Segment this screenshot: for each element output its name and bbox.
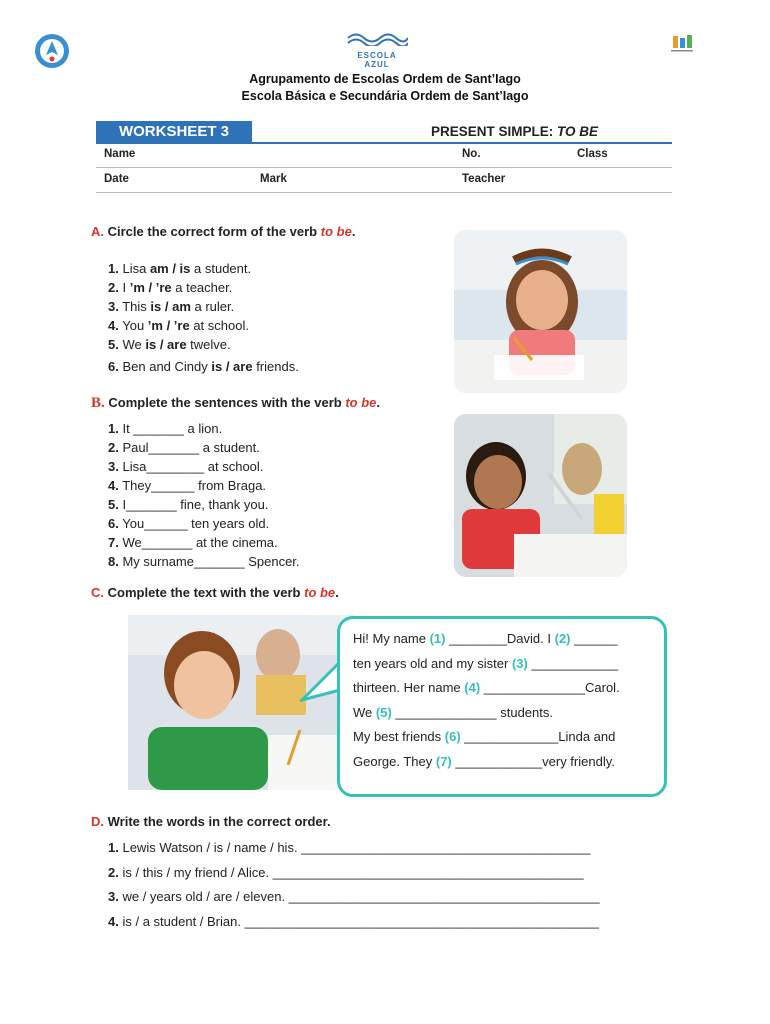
school-right-logo <box>670 34 694 54</box>
line-text-a: ten years old and my sister <box>353 655 512 671</box>
item-text-post: friends. <box>252 359 299 374</box>
item-options: is / are <box>145 337 187 352</box>
list-item <box>108 495 300 514</box>
item-number: 5. <box>108 497 119 512</box>
line-text-b: ______________Carol. <box>480 680 620 695</box>
list-item <box>108 419 300 438</box>
item-number: 3. <box>108 299 119 314</box>
topic-verb: TO BE <box>557 124 599 139</box>
item-text: is / a student / Brian. _________________________________________________ <box>122 913 599 929</box>
item-options: ’m / ’re <box>129 280 172 295</box>
section-b-letter: B. <box>91 395 105 411</box>
class-label: Class <box>577 148 608 160</box>
section-a-heading <box>91 224 355 239</box>
item-text-post: at school. <box>189 318 249 333</box>
list-item <box>108 885 600 910</box>
item-number: 2. <box>108 440 119 455</box>
line-text-a: My best friends <box>353 729 445 744</box>
item-number: 4. <box>108 318 119 333</box>
section-c-verb: to be <box>304 585 336 600</box>
worksheet-topic <box>431 124 598 139</box>
list-item <box>108 861 600 886</box>
item-number: 8. <box>108 554 119 569</box>
item-text-pre: Ben and Cindy <box>122 359 212 374</box>
item-options: am / is <box>149 261 191 276</box>
school-name: Escola Básica e Secundária Ordem de Sant’Iago <box>241 89 529 103</box>
number-label: No. <box>462 148 481 160</box>
school-left-logo <box>34 33 70 69</box>
line-text-b: ____________ <box>527 655 619 671</box>
line-text-c: ______ <box>570 631 618 646</box>
line-text-a: We <box>353 704 376 720</box>
item-number: 1. <box>108 840 119 855</box>
item-text: is / this / my friend / Alice. ___________________________________________ <box>122 864 584 880</box>
section-a-verb: to be <box>320 224 352 239</box>
list-item <box>108 552 300 571</box>
item-options: ’m / ’re <box>147 318 190 333</box>
list-item <box>108 438 300 457</box>
teacher-label: Teacher <box>462 173 506 185</box>
section-c-letter: C. <box>91 585 104 600</box>
list-item <box>108 278 299 297</box>
line-text-b: ______________ students. <box>391 704 553 720</box>
section-d-letter: D. <box>91 814 104 829</box>
item-number: 6. <box>108 359 119 374</box>
list-item <box>108 335 299 354</box>
item-number: 4. <box>108 478 119 493</box>
bubble-line <box>353 676 653 701</box>
line-text-b: ____________very friendly. <box>451 753 615 769</box>
item-text: My surname_______ Spencer. <box>122 554 300 569</box>
item-text-post: a ruler. <box>190 299 235 314</box>
list-item <box>108 910 600 935</box>
blank-number: (5) <box>375 704 392 720</box>
item-text: We_______ at the cinema. <box>122 535 278 550</box>
section-c-heading <box>91 585 339 600</box>
item-text: You______ ten years old. <box>122 516 270 531</box>
date-row-rule <box>96 192 672 193</box>
item-text: Paul_______ a student. <box>122 440 260 455</box>
bubble-line <box>353 750 653 775</box>
list-item <box>108 259 299 278</box>
item-text-pre: Lisa <box>122 261 150 276</box>
section-a-letter: A. <box>91 224 104 239</box>
blank-number: (6) <box>444 729 461 744</box>
mark-label: Mark <box>260 173 287 185</box>
list-item <box>108 297 299 316</box>
line-text-a: thirteen. Her name <box>353 680 465 695</box>
line-text-b: ________David. I <box>445 631 555 646</box>
list-item <box>108 357 299 376</box>
escola-azul-logo-text: ESCOLA AZUL <box>357 51 397 69</box>
section-b-list <box>108 419 300 571</box>
item-text: Lisa________ at school. <box>122 459 264 474</box>
bubble-line <box>353 701 653 726</box>
school-group-title: Agrupamento de Escolas Ordem de Sant’Iago <box>249 72 521 86</box>
section-b-title: Complete the sentences with the verb <box>108 395 346 410</box>
list-item <box>108 457 300 476</box>
item-options: is / are <box>211 359 253 374</box>
blank-number: (1) <box>429 631 446 646</box>
list-item <box>108 533 300 552</box>
speech-bubble-text <box>353 627 653 774</box>
item-text: It _______ a lion. <box>122 421 223 436</box>
item-number: 3. <box>108 459 119 474</box>
item-number: 4. <box>108 913 119 929</box>
bubble-line <box>353 627 653 652</box>
item-number: 7. <box>108 535 119 550</box>
section-b-heading <box>91 395 380 412</box>
item-text-post: twelve. <box>186 337 231 352</box>
list-item <box>108 316 299 335</box>
topic-prefix: PRESENT SIMPLE: <box>431 124 558 139</box>
item-options: is / am <box>150 299 191 314</box>
worksheet-divider <box>96 142 672 144</box>
section-a-dot: . <box>351 224 356 239</box>
section-c-dot: . <box>335 585 339 600</box>
bubble-line <box>353 652 653 677</box>
item-text: we / years old / are / eleven. ___________________________________________ <box>122 889 600 904</box>
section-a-title: Circle the correct form of the verb <box>107 224 321 239</box>
section-a-list <box>108 259 299 376</box>
item-number: 6. <box>108 516 119 531</box>
item-number: 1. <box>108 261 119 276</box>
item-number: 1. <box>108 421 119 436</box>
item-text-pre: We <box>122 337 146 352</box>
item-text: Lewis Watson / is / name / his. ________________________________________ <box>122 840 591 855</box>
section-b-dot: . <box>376 395 381 410</box>
list-item <box>108 836 600 861</box>
photo-boy-writing <box>454 414 627 577</box>
item-number: 2. <box>108 864 119 880</box>
item-number: 3. <box>108 889 119 904</box>
name-label: Name <box>104 148 136 160</box>
item-text-pre: I <box>122 280 130 295</box>
item-text-post: a teacher. <box>171 280 233 295</box>
line-text-a: George. They <box>353 753 436 769</box>
item-text-pre: This <box>122 299 151 314</box>
line-text-b: _____________Linda and <box>460 729 616 744</box>
section-d-title: Write the words in the correct order. <box>107 814 331 829</box>
worksheet-tab: WORKSHEET 3 <box>96 121 252 142</box>
section-b-verb: to be <box>345 395 377 410</box>
name-row-rule <box>96 167 672 168</box>
photo-girl-writing <box>454 230 627 393</box>
item-text: I_______ fine, thank you. <box>122 497 269 512</box>
section-d-list <box>108 836 600 934</box>
item-number: 2. <box>108 280 119 295</box>
item-number: 5. <box>108 337 119 352</box>
date-label: Date <box>104 173 129 185</box>
section-c-title: Complete the text with the verb <box>107 585 305 600</box>
bubble-line <box>353 725 653 750</box>
list-item <box>108 476 300 495</box>
blank-number: (7) <box>435 753 452 769</box>
line-text-a: Hi! My name <box>353 631 430 646</box>
item-text: They______ from Braga. <box>122 478 267 493</box>
section-d-heading <box>91 814 331 829</box>
item-text-pre: You <box>122 318 148 333</box>
blank-number: (3) <box>511 655 528 671</box>
blank-number: (4) <box>464 680 481 695</box>
escola-azul-logo <box>346 30 408 69</box>
item-text-post: a student. <box>190 261 252 276</box>
list-item <box>108 514 300 533</box>
blank-number-2: (2) <box>554 631 571 646</box>
